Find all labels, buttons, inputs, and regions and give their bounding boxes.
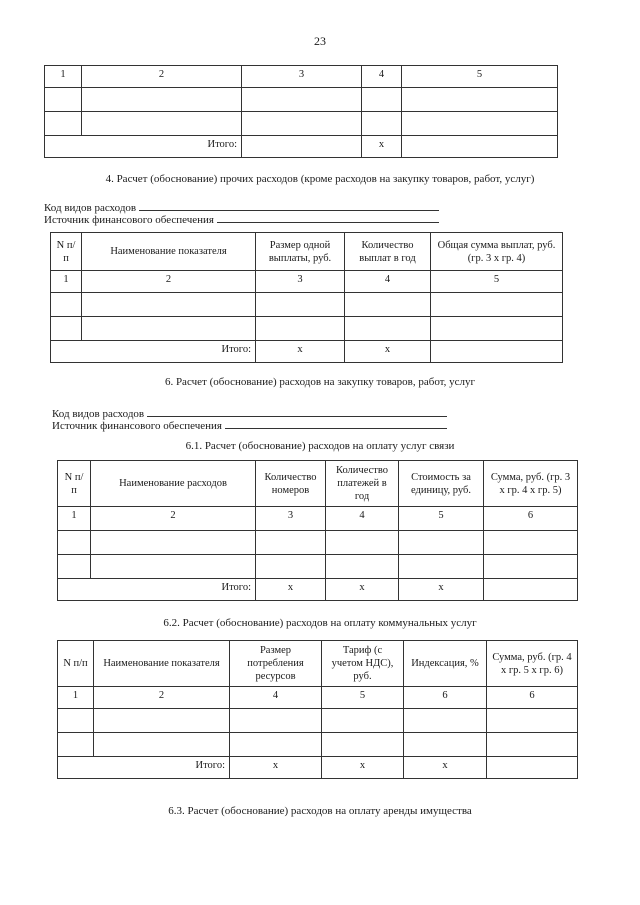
table-row	[51, 271, 563, 293]
col-number: 3	[242, 66, 362, 88]
total-mark: х	[404, 757, 487, 779]
total-mark: х	[345, 341, 431, 363]
col-number: 1	[51, 271, 82, 293]
total-mark: х	[326, 579, 399, 601]
col-number: 4	[362, 66, 402, 88]
col-number: 5	[399, 507, 484, 531]
table-header-row	[51, 233, 563, 271]
col-number: 2	[91, 507, 256, 531]
table-section6-1	[57, 460, 578, 601]
table-row	[45, 66, 558, 88]
header-cell: N п/п	[58, 641, 94, 687]
page-number: 23	[314, 34, 326, 48]
section-title: 6.2. Расчет (обоснование) расходов на оплату коммунальных услуг	[163, 617, 477, 629]
total-mark: х	[256, 579, 326, 601]
table-row	[58, 507, 578, 531]
table-row	[58, 733, 578, 757]
header-cell: N п/п	[51, 233, 82, 271]
header-cell: Количество выплат в год	[345, 233, 431, 271]
table-section6-2	[57, 640, 578, 779]
col-number: 2	[82, 271, 256, 293]
col-number: 2	[94, 687, 230, 709]
col-number: 5	[402, 66, 558, 88]
table-header-row	[58, 461, 578, 507]
col-number: 6	[487, 687, 578, 709]
col-number: 6	[404, 687, 487, 709]
header-cell: Сумма, руб. (гр. 4 х гр. 5 х гр. 6)	[487, 641, 578, 687]
col-number: 5	[431, 271, 563, 293]
code-value-line[interactable]	[147, 406, 447, 417]
header-cell: Сумма, руб. (гр. 3 х гр. 4 х гр. 5)	[484, 461, 578, 507]
table-continuation	[44, 65, 558, 158]
col-number: 6	[484, 507, 578, 531]
header-cell: Количество номеров	[256, 461, 326, 507]
total-mark: х	[230, 757, 322, 779]
total-row	[45, 136, 558, 158]
total-row	[58, 579, 578, 601]
source-field	[52, 418, 447, 432]
section-title: 4. Расчет (обоснование) прочих расходов (кроме расходов на закупку товаров, работ, услуг)	[105, 173, 535, 185]
header-cell: Размер потребления ресурсов	[230, 641, 322, 687]
header-cell: Наименование показателя	[82, 233, 256, 271]
code-value-line[interactable]	[139, 200, 439, 211]
source-field	[44, 212, 439, 226]
table-header-row	[58, 641, 578, 687]
section-title: 6.3. Расчет (обоснование) расходов на оплату аренды имущества	[168, 805, 472, 817]
col-number: 2	[82, 66, 242, 88]
col-number: 4	[326, 507, 399, 531]
header-cell: Размер одной выплаты, руб.	[256, 233, 345, 271]
table-row	[45, 88, 558, 112]
header-cell: Общая сумма выплат, руб. (гр. 3 х гр. 4)	[431, 233, 563, 271]
total-label: Итого:	[58, 757, 230, 779]
table-row	[51, 293, 563, 317]
total-label: Итого:	[58, 579, 256, 601]
total-mark: х	[362, 136, 402, 158]
table-row	[45, 112, 558, 136]
col-number: 3	[256, 507, 326, 531]
section-title: 6.1. Расчет (обоснование) расходов на оплату услуг связи	[185, 440, 455, 452]
col-number: 1	[58, 507, 91, 531]
total-mark: х	[399, 579, 484, 601]
total-label: Итого:	[45, 136, 242, 158]
header-cell: Стоимость за единицу, руб.	[399, 461, 484, 507]
total-mark: х	[256, 341, 345, 363]
source-label: Источник финансового обеспечения	[44, 214, 214, 226]
col-number: 4	[230, 687, 322, 709]
table-row	[51, 317, 563, 341]
source-value-line[interactable]	[225, 418, 447, 429]
code-label: Код видов расходов	[44, 202, 137, 214]
header-cell: Наименование расходов	[91, 461, 256, 507]
col-number: 3	[256, 271, 345, 293]
col-number: 4	[345, 271, 431, 293]
source-label: Источник финансового обеспечения	[52, 420, 222, 432]
source-value-line[interactable]	[217, 212, 439, 223]
header-cell: Наименование показателя	[94, 641, 230, 687]
total-row	[51, 341, 563, 363]
header-cell: N п/п	[58, 461, 91, 507]
code-label: Код видов расходов	[52, 408, 145, 420]
total-row	[58, 757, 578, 779]
header-cell: Индексация, %	[404, 641, 487, 687]
table-row	[58, 531, 578, 555]
col-number: 1	[58, 687, 94, 709]
table-row	[58, 555, 578, 579]
table-section4	[50, 232, 563, 363]
header-cell: Тариф (с учетом НДС), руб.	[322, 641, 404, 687]
total-mark: х	[322, 757, 404, 779]
header-cell: Количество платежей в год	[326, 461, 399, 507]
table-row	[58, 709, 578, 733]
col-number: 1	[45, 66, 82, 88]
section-title: 6. Расчет (обоснование) расходов на закупку товаров, работ, услуг	[164, 376, 476, 388]
col-number: 5	[322, 687, 404, 709]
table-row	[58, 687, 578, 709]
total-label: Итого:	[51, 341, 256, 363]
